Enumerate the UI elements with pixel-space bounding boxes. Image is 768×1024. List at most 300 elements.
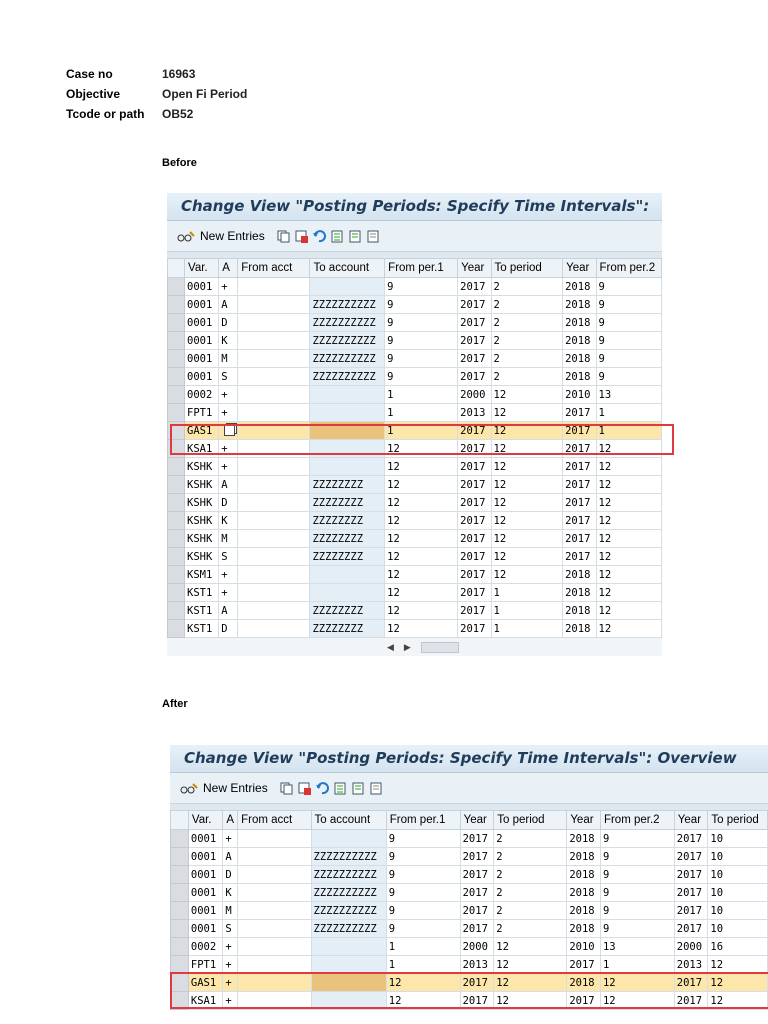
table-cell[interactable]: 2017 bbox=[674, 902, 708, 920]
table-cell[interactable]: ZZZZZZZZZZ bbox=[310, 296, 385, 314]
table-cell[interactable]: 12 bbox=[596, 458, 662, 476]
row-selector[interactable] bbox=[168, 530, 185, 548]
table-cell[interactable]: 2017 bbox=[674, 830, 708, 848]
table-cell[interactable]: A bbox=[219, 296, 238, 314]
table-cell[interactable]: 12 bbox=[385, 584, 458, 602]
table-cell[interactable]: + bbox=[219, 458, 238, 476]
table-cell[interactable] bbox=[219, 422, 238, 440]
table-cell[interactable]: 2 bbox=[491, 314, 563, 332]
table-cell[interactable] bbox=[238, 512, 310, 530]
table-cell[interactable]: 12 bbox=[491, 458, 563, 476]
table-cell[interactable]: FPT1 bbox=[188, 956, 223, 974]
table-cell[interactable]: 1 bbox=[386, 938, 460, 956]
table-cell[interactable]: 2 bbox=[491, 332, 563, 350]
table-cell[interactable] bbox=[310, 278, 385, 296]
table-cell[interactable] bbox=[238, 566, 310, 584]
table-cell[interactable] bbox=[238, 530, 310, 548]
table-cell[interactable]: 12 bbox=[491, 422, 563, 440]
new-entries-button[interactable]: New Entries bbox=[200, 229, 265, 243]
table-cell[interactable]: 12 bbox=[385, 566, 458, 584]
table-cell[interactable]: 2018 bbox=[563, 278, 596, 296]
column-header[interactable]: A bbox=[223, 811, 238, 830]
table-cell[interactable]: 12 bbox=[596, 566, 662, 584]
table-cell[interactable]: 0001 bbox=[185, 296, 219, 314]
table-cell[interactable]: 9 bbox=[386, 884, 460, 902]
table-cell[interactable]: 2017 bbox=[458, 314, 491, 332]
table-cell[interactable]: 12 bbox=[596, 530, 662, 548]
table-cell[interactable]: M bbox=[223, 902, 238, 920]
table-cell[interactable]: 9 bbox=[386, 848, 460, 866]
table-cell[interactable]: 2 bbox=[494, 884, 567, 902]
table-cell[interactable]: + bbox=[223, 938, 238, 956]
table-cell[interactable]: 0001 bbox=[185, 350, 219, 368]
table-cell[interactable]: 2017 bbox=[458, 296, 491, 314]
table-cell[interactable]: KSA1 bbox=[188, 992, 223, 1010]
select-block-icon[interactable] bbox=[352, 782, 365, 795]
table-cell[interactable]: 1 bbox=[600, 956, 674, 974]
table-cell[interactable] bbox=[310, 458, 385, 476]
table-cell[interactable]: 2017 bbox=[674, 848, 708, 866]
table-cell[interactable]: 2 bbox=[491, 350, 563, 368]
table-cell[interactable]: ZZZZZZZZZZ bbox=[311, 902, 386, 920]
table-cell[interactable]: 9 bbox=[596, 278, 662, 296]
table-cell[interactable]: 16 bbox=[708, 938, 768, 956]
table-cell[interactable]: 12 bbox=[491, 494, 563, 512]
column-header[interactable]: To period bbox=[491, 259, 563, 278]
column-header[interactable]: From acct bbox=[238, 811, 311, 830]
table-cell[interactable]: 2017 bbox=[460, 884, 494, 902]
table-cell[interactable]: 2010 bbox=[567, 938, 601, 956]
table-cell[interactable]: 2018 bbox=[567, 848, 601, 866]
table-cell[interactable]: 9 bbox=[596, 314, 662, 332]
row-selector[interactable] bbox=[168, 494, 185, 512]
row-selector[interactable] bbox=[171, 884, 189, 902]
table-cell[interactable]: + bbox=[223, 830, 238, 848]
table-cell[interactable]: 2017 bbox=[563, 548, 596, 566]
table-cell[interactable]: 2017 bbox=[563, 440, 596, 458]
table-cell[interactable]: 2018 bbox=[567, 974, 601, 992]
table-cell[interactable]: + bbox=[219, 386, 238, 404]
scroll-left-icon[interactable]: ◀ bbox=[387, 641, 394, 652]
table-cell[interactable]: K bbox=[219, 332, 238, 350]
table-cell[interactable]: 12 bbox=[494, 938, 567, 956]
table-cell[interactable]: 2 bbox=[491, 368, 563, 386]
row-selector[interactable] bbox=[171, 992, 189, 1010]
table-cell[interactable]: 2017 bbox=[458, 620, 491, 638]
table-cell[interactable] bbox=[238, 296, 310, 314]
table-cell[interactable]: 2018 bbox=[563, 350, 596, 368]
table-cell[interactable] bbox=[238, 494, 310, 512]
table-cell[interactable]: 2017 bbox=[458, 422, 491, 440]
table-cell[interactable]: K bbox=[219, 512, 238, 530]
table-cell[interactable]: 10 bbox=[708, 830, 768, 848]
table-cell[interactable]: 9 bbox=[386, 866, 460, 884]
row-selector[interactable] bbox=[168, 458, 185, 476]
table-cell[interactable]: 2013 bbox=[460, 956, 494, 974]
table-cell[interactable]: 2017 bbox=[674, 884, 708, 902]
table-cell[interactable]: + bbox=[219, 278, 238, 296]
table-cell[interactable] bbox=[311, 956, 386, 974]
table-cell[interactable] bbox=[310, 440, 385, 458]
table-cell[interactable]: 2017 bbox=[458, 278, 491, 296]
table-cell[interactable]: 0001 bbox=[188, 920, 223, 938]
table-cell[interactable]: KSA1 bbox=[185, 440, 219, 458]
table-cell[interactable]: 12 bbox=[491, 530, 563, 548]
table-cell[interactable]: 12 bbox=[385, 620, 458, 638]
table-cell[interactable]: 10 bbox=[708, 866, 768, 884]
table-cell[interactable]: 2017 bbox=[458, 602, 491, 620]
table-cell[interactable]: ZZZZZZZZZZ bbox=[310, 368, 385, 386]
before-scrollbar[interactable] bbox=[167, 638, 662, 656]
table-cell[interactable]: 2017 bbox=[460, 920, 494, 938]
table-cell[interactable]: 2 bbox=[491, 296, 563, 314]
table-cell[interactable]: 0001 bbox=[188, 866, 223, 884]
row-selector[interactable] bbox=[168, 404, 185, 422]
row-selector[interactable] bbox=[171, 830, 189, 848]
table-cell[interactable]: 0001 bbox=[188, 830, 223, 848]
table-cell[interactable]: S bbox=[219, 548, 238, 566]
table-cell[interactable]: 12 bbox=[494, 956, 567, 974]
table-cell[interactable]: 2017 bbox=[458, 440, 491, 458]
table-cell[interactable]: 2017 bbox=[460, 866, 494, 884]
table-cell[interactable] bbox=[238, 548, 310, 566]
copy-icon[interactable] bbox=[277, 230, 290, 243]
table-cell[interactable]: 12 bbox=[386, 974, 460, 992]
table-cell[interactable]: ZZZZZZZZZZ bbox=[310, 350, 385, 368]
table-cell[interactable]: ZZZZZZZZZZ bbox=[311, 848, 386, 866]
row-selector[interactable] bbox=[171, 938, 189, 956]
table-cell[interactable]: 2018 bbox=[563, 332, 596, 350]
table-cell[interactable]: 2017 bbox=[674, 920, 708, 938]
table-cell[interactable]: 0001 bbox=[185, 314, 219, 332]
row-selector[interactable] bbox=[168, 278, 185, 296]
table-cell[interactable]: 10 bbox=[708, 884, 768, 902]
table-cell[interactable]: + bbox=[219, 584, 238, 602]
table-cell[interactable]: D bbox=[219, 494, 238, 512]
table-cell[interactable]: 2 bbox=[494, 848, 567, 866]
table-cell[interactable] bbox=[238, 830, 311, 848]
table-cell[interactable]: 2018 bbox=[567, 830, 601, 848]
row-selector[interactable] bbox=[168, 368, 185, 386]
table-cell[interactable] bbox=[311, 830, 386, 848]
table-cell[interactable]: 2017 bbox=[563, 458, 596, 476]
table-cell[interactable]: 10 bbox=[708, 902, 768, 920]
table-cell[interactable] bbox=[238, 866, 311, 884]
table-cell[interactable]: ZZZZZZZZ bbox=[310, 620, 385, 638]
table-cell[interactable]: 0001 bbox=[188, 884, 223, 902]
column-header[interactable]: Year bbox=[567, 811, 601, 830]
table-cell[interactable]: 2018 bbox=[563, 296, 596, 314]
table-cell[interactable]: KSM1 bbox=[185, 566, 219, 584]
table-cell[interactable]: 12 bbox=[596, 440, 662, 458]
table-cell[interactable]: 2013 bbox=[458, 404, 491, 422]
table-cell[interactable]: GAS1 bbox=[188, 974, 223, 992]
column-header[interactable]: From per.1 bbox=[385, 259, 458, 278]
table-cell[interactable] bbox=[238, 386, 310, 404]
table-cell[interactable]: 0002 bbox=[188, 938, 223, 956]
table-cell[interactable]: KSHK bbox=[185, 458, 219, 476]
table-cell[interactable]: 12 bbox=[491, 548, 563, 566]
select-block-icon[interactable] bbox=[349, 230, 362, 243]
table-cell[interactable]: 2017 bbox=[460, 848, 494, 866]
table-cell[interactable] bbox=[310, 422, 385, 440]
table-cell[interactable]: 13 bbox=[600, 938, 674, 956]
table-cell[interactable] bbox=[311, 938, 386, 956]
table-cell[interactable]: 9 bbox=[385, 332, 458, 350]
table-cell[interactable]: 2017 bbox=[458, 566, 491, 584]
table-cell[interactable]: 9 bbox=[600, 920, 674, 938]
table-cell[interactable]: S bbox=[223, 920, 238, 938]
table-cell[interactable]: 9 bbox=[385, 278, 458, 296]
row-selector[interactable] bbox=[168, 476, 185, 494]
table-cell[interactable]: 0001 bbox=[185, 332, 219, 350]
table-cell[interactable]: 2017 bbox=[458, 368, 491, 386]
table-cell[interactable] bbox=[310, 566, 385, 584]
table-cell[interactable]: 9 bbox=[386, 920, 460, 938]
table-cell[interactable]: 10 bbox=[708, 848, 768, 866]
table-cell[interactable]: 2 bbox=[494, 866, 567, 884]
table-cell[interactable]: ZZZZZZZZZZ bbox=[311, 920, 386, 938]
table-cell[interactable]: 2018 bbox=[563, 566, 596, 584]
table-cell[interactable] bbox=[238, 422, 310, 440]
table-cell[interactable] bbox=[238, 920, 311, 938]
row-selector[interactable] bbox=[168, 350, 185, 368]
row-selector[interactable] bbox=[171, 974, 189, 992]
column-header[interactable]: Year bbox=[460, 811, 494, 830]
table-cell[interactable]: 2 bbox=[491, 278, 563, 296]
table-cell[interactable]: 2017 bbox=[458, 548, 491, 566]
table-cell[interactable] bbox=[238, 584, 310, 602]
column-header[interactable]: A bbox=[219, 259, 238, 278]
row-selector[interactable] bbox=[168, 566, 185, 584]
table-cell[interactable]: 2017 bbox=[563, 494, 596, 512]
table-cell[interactable]: 12 bbox=[385, 548, 458, 566]
table-cell[interactable]: 2018 bbox=[563, 368, 596, 386]
table-cell[interactable]: KSHK bbox=[185, 548, 219, 566]
table-cell[interactable]: S bbox=[219, 368, 238, 386]
row-selector[interactable] bbox=[171, 920, 189, 938]
table-cell[interactable]: + bbox=[219, 404, 238, 422]
table-cell[interactable]: 12 bbox=[600, 992, 674, 1010]
table-cell[interactable]: 2017 bbox=[567, 992, 601, 1010]
table-cell[interactable]: 1 bbox=[491, 602, 563, 620]
table-cell[interactable]: 12 bbox=[596, 476, 662, 494]
column-header[interactable]: To account bbox=[310, 259, 385, 278]
row-selector[interactable] bbox=[171, 866, 189, 884]
table-cell[interactable] bbox=[238, 602, 310, 620]
table-cell[interactable]: 12 bbox=[385, 440, 458, 458]
table-cell[interactable]: 9 bbox=[596, 350, 662, 368]
row-selector[interactable] bbox=[168, 548, 185, 566]
table-cell[interactable]: K bbox=[223, 884, 238, 902]
table-cell[interactable]: 9 bbox=[600, 902, 674, 920]
column-header[interactable]: From per.2 bbox=[600, 811, 674, 830]
table-cell[interactable]: 9 bbox=[386, 902, 460, 920]
table-cell[interactable] bbox=[238, 956, 311, 974]
table-cell[interactable]: 2018 bbox=[567, 902, 601, 920]
table-cell[interactable]: 12 bbox=[491, 512, 563, 530]
table-cell[interactable]: 2018 bbox=[567, 884, 601, 902]
table-cell[interactable]: 12 bbox=[596, 494, 662, 512]
table-cell[interactable]: 12 bbox=[385, 530, 458, 548]
table-cell[interactable]: ZZZZZZZZ bbox=[310, 530, 385, 548]
table-cell[interactable]: 12 bbox=[708, 992, 768, 1010]
table-cell[interactable]: M bbox=[219, 350, 238, 368]
table-cell[interactable]: D bbox=[219, 620, 238, 638]
column-header[interactable]: Var. bbox=[188, 811, 223, 830]
table-cell[interactable] bbox=[238, 848, 311, 866]
table-cell[interactable]: 12 bbox=[596, 512, 662, 530]
table-cell[interactable]: KST1 bbox=[185, 620, 219, 638]
table-cell[interactable]: 1 bbox=[491, 584, 563, 602]
table-cell[interactable]: 12 bbox=[491, 404, 563, 422]
table-cell[interactable]: 2017 bbox=[458, 584, 491, 602]
table-cell[interactable]: 1 bbox=[385, 386, 458, 404]
table-cell[interactable]: 0001 bbox=[188, 902, 223, 920]
table-cell[interactable]: 2017 bbox=[563, 404, 596, 422]
table-cell[interactable]: 2018 bbox=[563, 602, 596, 620]
table-cell[interactable]: 0001 bbox=[188, 848, 223, 866]
table-cell[interactable]: KSHK bbox=[185, 530, 219, 548]
row-selector[interactable] bbox=[168, 296, 185, 314]
table-cell[interactable]: 9 bbox=[596, 296, 662, 314]
change-glasses-icon[interactable] bbox=[177, 230, 195, 243]
table-cell[interactable]: 2017 bbox=[563, 530, 596, 548]
table-cell[interactable]: 2018 bbox=[563, 584, 596, 602]
table-cell[interactable]: 12 bbox=[491, 386, 563, 404]
table-cell[interactable]: 0001 bbox=[185, 368, 219, 386]
table-cell[interactable]: 9 bbox=[385, 368, 458, 386]
table-cell[interactable] bbox=[238, 884, 311, 902]
table-cell[interactable]: 2017 bbox=[674, 866, 708, 884]
column-header[interactable]: To period bbox=[708, 811, 768, 830]
table-cell[interactable]: 2017 bbox=[458, 458, 491, 476]
table-cell[interactable]: 1 bbox=[596, 404, 662, 422]
table-cell[interactable] bbox=[238, 332, 310, 350]
table-cell[interactable]: ZZZZZZZZZZ bbox=[310, 314, 385, 332]
table-cell[interactable] bbox=[310, 386, 385, 404]
select-all-icon[interactable] bbox=[334, 782, 347, 795]
table-cell[interactable]: KSHK bbox=[185, 476, 219, 494]
table-cell[interactable]: 9 bbox=[600, 884, 674, 902]
table-cell[interactable]: D bbox=[223, 866, 238, 884]
table-cell[interactable]: 9 bbox=[600, 866, 674, 884]
table-cell[interactable]: 2018 bbox=[567, 920, 601, 938]
table-cell[interactable]: KST1 bbox=[185, 602, 219, 620]
table-cell[interactable]: 12 bbox=[491, 440, 563, 458]
table-cell[interactable]: 2017 bbox=[458, 530, 491, 548]
table-cell[interactable]: 2017 bbox=[674, 974, 708, 992]
table-cell[interactable]: 13 bbox=[596, 386, 662, 404]
table-cell[interactable]: GAS1 bbox=[185, 422, 219, 440]
table-cell[interactable]: 9 bbox=[596, 368, 662, 386]
table-cell[interactable]: ZZZZZZZZ bbox=[310, 512, 385, 530]
table-cell[interactable]: 2017 bbox=[460, 902, 494, 920]
column-header[interactable]: Year bbox=[458, 259, 491, 278]
table-cell[interactable]: ZZZZZZZZ bbox=[310, 602, 385, 620]
table-cell[interactable]: 1 bbox=[386, 956, 460, 974]
table-cell[interactable]: 9 bbox=[596, 332, 662, 350]
table-cell[interactable]: ZZZZZZZZ bbox=[310, 548, 385, 566]
select-all-icon[interactable] bbox=[331, 230, 344, 243]
row-selector[interactable] bbox=[168, 584, 185, 602]
table-cell[interactable]: A bbox=[219, 602, 238, 620]
column-header[interactable]: To account bbox=[311, 811, 386, 830]
table-cell[interactable]: KSHK bbox=[185, 494, 219, 512]
table-cell[interactable] bbox=[238, 992, 311, 1010]
row-selector[interactable] bbox=[168, 332, 185, 350]
table-cell[interactable] bbox=[311, 974, 386, 992]
table-cell[interactable]: 12 bbox=[385, 476, 458, 494]
table-cell[interactable] bbox=[238, 314, 310, 332]
table-cell[interactable]: 2017 bbox=[563, 476, 596, 494]
table-cell[interactable]: 2017 bbox=[460, 992, 494, 1010]
column-header[interactable]: From per.1 bbox=[386, 811, 460, 830]
column-header[interactable]: From acct bbox=[238, 259, 310, 278]
table-cell[interactable]: ZZZZZZZZZZ bbox=[311, 866, 386, 884]
table-cell[interactable]: 12 bbox=[596, 548, 662, 566]
table-cell[interactable] bbox=[238, 458, 310, 476]
table-cell[interactable]: ZZZZZZZZ bbox=[310, 494, 385, 512]
table-cell[interactable] bbox=[238, 620, 310, 638]
table-cell[interactable]: 2018 bbox=[563, 314, 596, 332]
scroll-right-icon[interactable]: ▶ bbox=[403, 641, 411, 652]
table-cell[interactable]: 2000 bbox=[674, 938, 708, 956]
delete-icon[interactable] bbox=[298, 782, 311, 795]
table-cell[interactable]: 12 bbox=[385, 494, 458, 512]
table-cell[interactable]: 9 bbox=[385, 350, 458, 368]
table-cell[interactable]: ZZZZZZZZZZ bbox=[310, 332, 385, 350]
table-cell[interactable]: 12 bbox=[596, 620, 662, 638]
table-cell[interactable]: + bbox=[219, 566, 238, 584]
table-cell[interactable]: 9 bbox=[386, 830, 460, 848]
table-cell[interactable]: + bbox=[223, 992, 238, 1010]
column-header[interactable]: Var. bbox=[185, 259, 219, 278]
table-cell[interactable] bbox=[311, 992, 386, 1010]
table-cell[interactable]: 1 bbox=[596, 422, 662, 440]
table-cell[interactable]: 12 bbox=[494, 974, 567, 992]
column-header[interactable]: Year bbox=[674, 811, 708, 830]
row-selector[interactable] bbox=[171, 956, 189, 974]
column-header[interactable]: To period bbox=[494, 811, 567, 830]
table-cell[interactable]: 2017 bbox=[458, 494, 491, 512]
table-cell[interactable]: 2018 bbox=[567, 866, 601, 884]
table-cell[interactable]: 12 bbox=[600, 974, 674, 992]
table-cell[interactable]: ZZZZZZZZZZ bbox=[311, 884, 386, 902]
table-cell[interactable]: 2 bbox=[494, 830, 567, 848]
table-cell[interactable]: A bbox=[219, 476, 238, 494]
table-cell[interactable]: 2 bbox=[494, 902, 567, 920]
table-cell[interactable]: 2017 bbox=[458, 476, 491, 494]
row-selector[interactable] bbox=[168, 602, 185, 620]
table-cell[interactable]: KSHK bbox=[185, 512, 219, 530]
row-selector[interactable] bbox=[168, 314, 185, 332]
table-cell[interactable]: 0002 bbox=[185, 386, 219, 404]
table-cell[interactable]: 2017 bbox=[460, 974, 494, 992]
table-cell[interactable]: 12 bbox=[596, 602, 662, 620]
table-cell[interactable]: ZZZZZZZZ bbox=[310, 476, 385, 494]
row-selector[interactable] bbox=[168, 386, 185, 404]
table-cell[interactable]: + bbox=[223, 974, 238, 992]
table-cell[interactable] bbox=[238, 938, 311, 956]
table-cell[interactable]: 12 bbox=[494, 992, 567, 1010]
deselect-all-icon[interactable] bbox=[370, 782, 383, 795]
table-cell[interactable]: 2017 bbox=[460, 830, 494, 848]
table-cell[interactable]: 2017 bbox=[458, 332, 491, 350]
table-cell[interactable]: 9 bbox=[600, 830, 674, 848]
change-glasses-icon[interactable] bbox=[180, 782, 198, 795]
table-cell[interactable] bbox=[238, 974, 311, 992]
